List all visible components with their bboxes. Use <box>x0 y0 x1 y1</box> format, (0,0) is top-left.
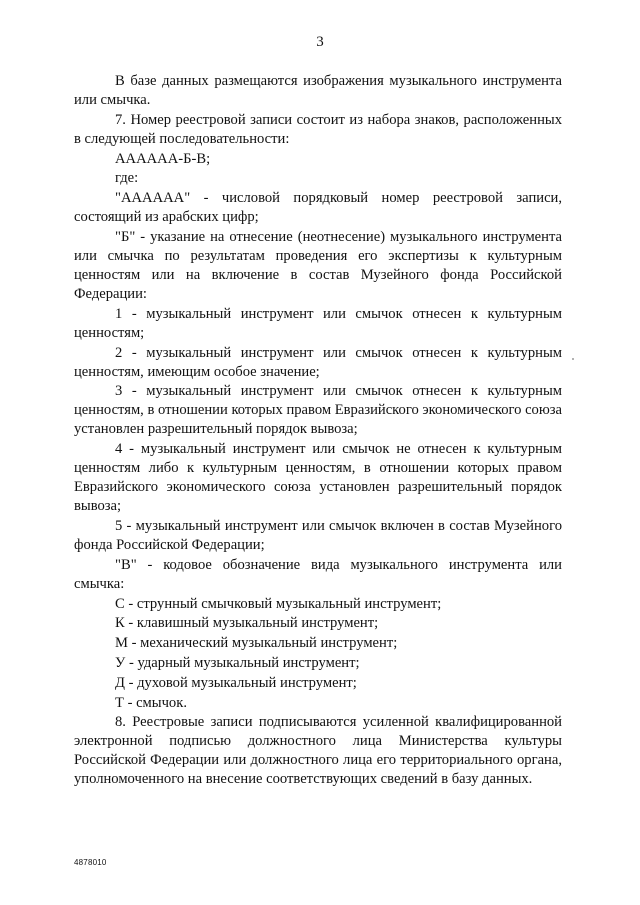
paragraph-type-c: С - струнный смычковый музыкальный инструмент; <box>115 595 442 612</box>
document-body <box>74 72 562 790</box>
paragraph-def-b: "Б" - указание на отнесение (неотнесение) музыкального инструмента или смычка по результатам проведения его экспертизы к культурным ценностям или на включение в состав Музейного фонда Российской Федерации: <box>74 228 562 302</box>
paragraph-type-k: К - клавишный музыкальный инструмент; <box>115 615 379 632</box>
paragraph-def-v: "В" - кодовое обозначение вида музыкального инструмента или смычка: <box>74 556 562 592</box>
paragraph-code-4: 4 - музыкальный инструмент или смычок не отнесен к культурным ценностям либо к культурным ценностям, в отношении которых правом Евразийского экономического союза установлен разрешительный порядок вывоза; <box>74 441 562 515</box>
paragraph-code-2: 2 - музыкальный инструмент или смычок отнесен к культурным ценностям, имеющим особое значение; <box>74 344 562 380</box>
page-number: 3 <box>316 34 324 50</box>
paragraph-item-7: 7. Номер реестровой записи состоит из набора знаков, расположенных в следующей последовательности: <box>74 111 562 147</box>
paragraph-database-content: В базе данных размещаются изображения музыкального инструмента или смычка. <box>74 73 562 108</box>
paragraph-type-u: У - ударный музыкальный инструмент; <box>115 654 360 671</box>
paragraph-code-1: 1 - музыкальный инструмент или смычок отнесен к культурным ценностям; <box>74 305 562 341</box>
paragraph-code-5: 5 - музыкальный инструмент или смычок включен в состав Музейного фонда Российской Федерации; <box>74 517 562 553</box>
document-footer-code: 4878010 <box>74 858 107 867</box>
paragraph-def-a: "АААААА" - числовой порядковый номер реестровой записи, состоящий из арабских цифр; <box>74 190 562 226</box>
paragraph-code-3: 3 - музыкальный инструмент или смычок отнесен к культурным ценностям, в отношении которых правом Евразийского экономического союза установлен разрешительный порядок вывоза; <box>74 383 562 438</box>
paragraph-type-t: Т - смычок. <box>115 694 187 711</box>
paragraph-format: АААААА-Б-В; <box>115 150 211 167</box>
paragraph-type-m: М - механический музыкальный инструмент; <box>115 635 398 652</box>
scan-artifact-dot <box>572 358 574 360</box>
paragraph-type-d: Д - духовой музыкальный инструмент; <box>115 674 357 691</box>
paragraph-item-8: 8. Реестровые записи подписываются усиленной квалифицированной электронной подписью должностного лица Министерства культуры Российской Федерации или должностного лица его территориального органа, уполномоченного на внесение соответствующих сведений в базу данных. <box>74 714 562 788</box>
paragraph-where: где: <box>115 170 139 187</box>
